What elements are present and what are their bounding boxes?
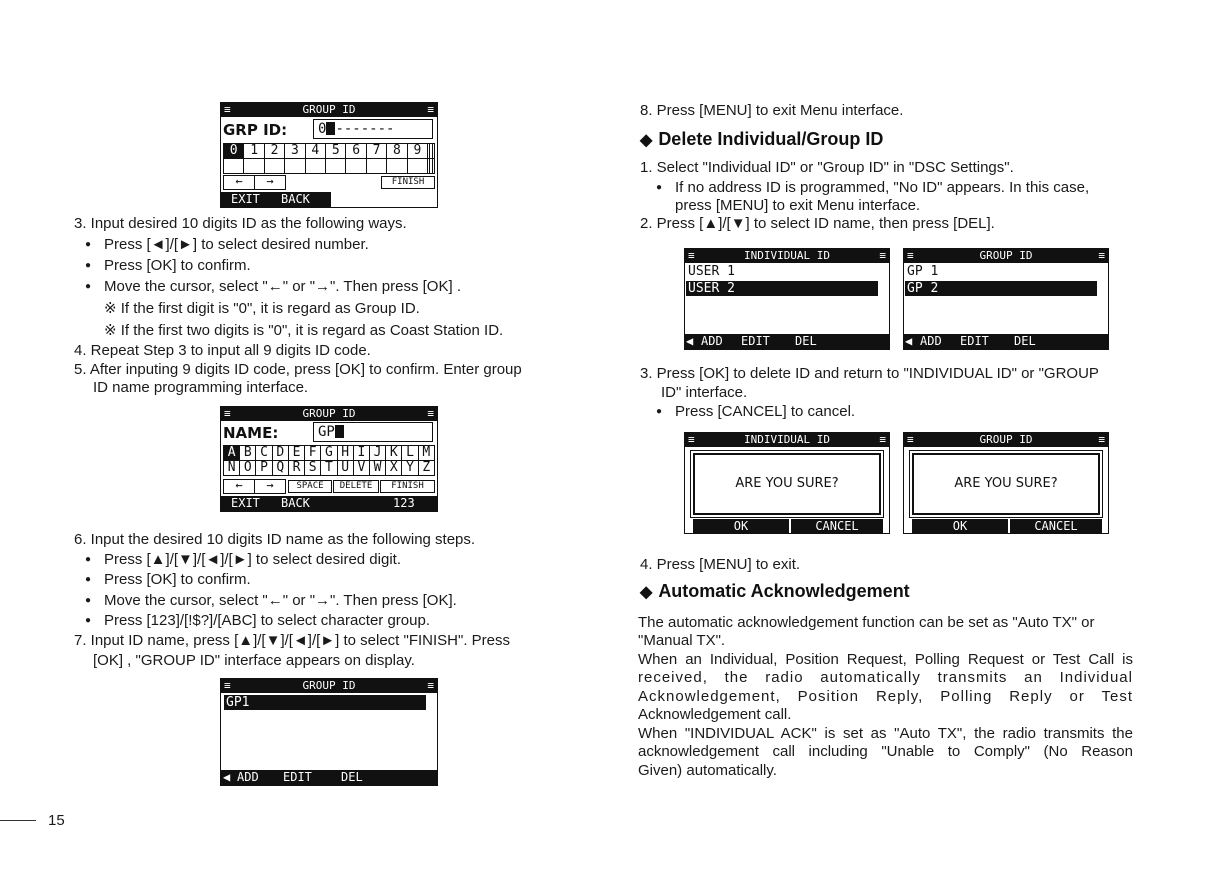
menu-icon: ≡ — [224, 407, 231, 420]
softkey-bar — [685, 519, 889, 533]
key-3[interactable]: 3 — [285, 144, 305, 159]
softkey-bar — [904, 519, 1108, 533]
diamond-icon: ◆ — [640, 132, 653, 149]
menu-icon: ≡ — [1098, 249, 1105, 262]
step-5: 5. After inputing 9 digits ID code, press [OK] to confirm. Enter group — [74, 361, 522, 378]
heading-text: Delete Individual/Group ID — [658, 129, 884, 149]
group-id-list-screen — [903, 248, 1109, 350]
list-item[interactable]: GP 2 — [905, 281, 1097, 296]
key-char[interactable]: U — [337, 461, 353, 476]
ok-softkey[interactable]: OK — [693, 519, 789, 533]
text-cursor — [335, 425, 344, 438]
screen-title-bar — [221, 679, 437, 693]
key-char[interactable]: M — [418, 446, 434, 461]
list-item[interactable]: USER 1 — [688, 264, 735, 279]
key-char[interactable]: L — [402, 446, 418, 461]
add-softkey[interactable]: ADD — [701, 334, 723, 348]
grp-name-entry-screen — [220, 406, 438, 512]
right-scroll-icon: ▶ — [1098, 334, 1106, 348]
key-char[interactable]: O — [240, 461, 256, 476]
add-softkey[interactable]: ADD — [237, 770, 259, 784]
bullet-item: ● Press [OK] to confirm. — [104, 256, 251, 275]
key-empty — [432, 144, 434, 159]
key-char[interactable]: Q — [272, 461, 288, 476]
ok-softkey[interactable]: OK — [912, 519, 1008, 533]
bullet-item: ● Press [◄]/[►] to select desired number. — [104, 235, 369, 254]
key-char[interactable]: I — [353, 446, 369, 461]
key-empty — [244, 159, 264, 174]
field-value: 0 — [318, 121, 327, 137]
paragraph-line: Given) automatically. — [638, 762, 777, 779]
finish-key[interactable]: FINISH — [380, 480, 435, 493]
confirm-dialog — [912, 453, 1100, 515]
softkey-bar — [685, 334, 889, 349]
list-item[interactable]: GP 1 — [907, 264, 939, 279]
key-char[interactable]: F — [305, 446, 321, 461]
screen-title: GROUP ID — [979, 433, 1033, 446]
del-softkey[interactable]: DEL — [341, 770, 363, 784]
key-char[interactable]: T — [321, 461, 337, 476]
key-char[interactable]: C — [256, 446, 272, 461]
field-label: GRP ID: — [223, 121, 288, 139]
step-4: 4. Repeat Step 3 to input all 9 digits ID code. — [74, 342, 371, 359]
screen-title: GROUP ID — [302, 407, 356, 420]
add-softkey[interactable]: ADD — [920, 334, 942, 348]
right-scroll-icon: ▶ — [879, 334, 887, 348]
key-8[interactable]: 8 — [387, 144, 407, 159]
key-9[interactable]: 9 — [407, 144, 427, 159]
delete-key[interactable]: DELETE — [333, 480, 379, 493]
field-label: NAME: — [223, 424, 279, 442]
key-char[interactable]: E — [288, 446, 304, 461]
edit-softkey[interactable]: EDIT — [741, 334, 770, 348]
menu-icon: ≡ — [224, 103, 231, 116]
field-dashes: ------- — [335, 121, 395, 137]
digit-keypad — [223, 143, 435, 174]
char-keypad — [223, 445, 435, 476]
delete-step-1: 1. Select "Individual ID" or "Group ID" in "DSC Settings". — [640, 159, 1014, 176]
diamond-icon: ◆ — [640, 584, 653, 601]
step-5-cont: ID name programming interface. — [93, 379, 309, 396]
menu-icon: ≡ — [224, 679, 231, 692]
key-char[interactable]: G — [321, 446, 337, 461]
paragraph-line: acknowledgement call including "Unable to Comply" (No Reason — [638, 743, 1133, 760]
edit-softkey[interactable]: EDIT — [283, 770, 312, 784]
key-empty — [305, 159, 325, 174]
menu-icon: ≡ — [427, 103, 434, 116]
key-empty — [326, 159, 346, 174]
left-arrow-key[interactable]: ← — [223, 479, 255, 494]
left-scroll-icon: ◀ — [223, 770, 231, 784]
key-char[interactable]: K — [386, 446, 402, 461]
confirm-message: ARE YOU SURE? — [954, 476, 1058, 491]
delete-step-2: 2. Press [▲]/[▼] to select ID name, then press [DEL]. — [640, 215, 995, 232]
list-item[interactable]: GP1 — [224, 695, 426, 710]
key-6[interactable]: 6 — [346, 144, 366, 159]
bullet-item: ● Press [CANCEL] to cancel. — [675, 402, 855, 421]
key-empty — [285, 159, 305, 174]
key-char[interactable]: H — [337, 446, 353, 461]
bullet-item: ● If no address ID is programmed, "No ID" appears. In this case, — [675, 178, 1089, 197]
left-scroll-icon: ◀ — [686, 334, 694, 348]
screen-title-bar — [221, 103, 437, 117]
paragraph-line: When an Individual, Position Request, Polling Request or Test Call is — [638, 651, 1133, 668]
heading-text: Automatic Acknowledgement — [658, 581, 910, 601]
screen-title: INDIVIDUAL ID — [743, 433, 831, 446]
confirm-delete-individual-screen — [684, 432, 890, 534]
right-scroll-icon: ▶ — [427, 770, 435, 784]
individual-id-list-screen — [684, 248, 890, 350]
step-7: 7. Input ID name, press [▲]/[▼]/[◄]/[►] to select "FINISH". Press — [74, 632, 510, 649]
key-empty — [346, 159, 366, 174]
screen-title-bar — [685, 433, 889, 447]
screen-title: GROUP ID — [302, 679, 356, 692]
step-7-cont: [OK] , "GROUP ID" interface appears on display. — [93, 652, 415, 669]
right-arrow-key[interactable]: → — [254, 175, 286, 190]
key-0[interactable]: 0 — [224, 144, 244, 159]
confirm-delete-group-screen — [903, 432, 1109, 534]
softkey-bar — [221, 770, 437, 785]
grp-id-entry-screen — [220, 102, 438, 208]
edit-softkey[interactable]: EDIT — [960, 334, 989, 348]
screen-title: INDIVIDUAL ID — [743, 249, 831, 262]
exit-softkey[interactable]: EXIT — [231, 496, 260, 510]
key-5[interactable]: 5 — [326, 144, 346, 159]
menu-icon: ≡ — [879, 249, 886, 262]
name-field[interactable] — [313, 422, 433, 442]
key-char[interactable]: Y — [402, 461, 418, 476]
key-char[interactable]: X — [386, 461, 402, 476]
list-item[interactable]: USER 2 — [686, 281, 878, 296]
menu-icon: ≡ — [688, 249, 695, 262]
paragraph-line: "Manual TX". — [638, 632, 726, 649]
cancel-softkey[interactable]: CANCEL — [1010, 519, 1102, 533]
page-number: 15 — [48, 812, 65, 829]
back-softkey[interactable]: BACK — [281, 496, 310, 510]
delete-step-3-cont: ID" interface. — [661, 384, 748, 401]
menu-icon: ≡ — [688, 433, 695, 446]
del-softkey[interactable]: DEL — [1014, 334, 1036, 348]
softkey-bar — [221, 496, 437, 511]
screen-title-bar — [904, 433, 1108, 447]
paragraph-line: received, the radio automatically transmits an Individual — [638, 669, 1133, 686]
section-heading-auto-ack — [640, 581, 910, 602]
key-2[interactable]: 2 — [264, 144, 284, 159]
cancel-softkey[interactable]: CANCEL — [791, 519, 883, 533]
space-key[interactable]: SPACE — [288, 480, 332, 493]
key-char[interactable]: N — [224, 461, 240, 476]
left-scroll-icon: ◀ — [905, 334, 913, 348]
key-char[interactable]: R — [288, 461, 304, 476]
menu-icon: ≡ — [427, 679, 434, 692]
key-empty — [387, 159, 407, 174]
key-char[interactable]: Z — [418, 461, 434, 476]
menu-icon: ≡ — [907, 433, 914, 446]
screen-title: GROUP ID — [979, 249, 1033, 262]
key-char[interactable]: V — [353, 461, 369, 476]
exit-softkey[interactable]: EXIT — [231, 192, 260, 206]
field-value: GP — [318, 424, 335, 440]
key-empty — [366, 159, 386, 174]
softkey-bar — [221, 192, 331, 207]
menu-icon: ≡ — [427, 407, 434, 420]
step-8: 8. Press [MENU] to exit Menu interface. — [640, 102, 904, 119]
section-heading-delete — [640, 129, 883, 150]
left-arrow-key[interactable]: ← — [223, 175, 255, 190]
softkey-bar — [904, 334, 1108, 349]
key-empty — [264, 159, 284, 174]
key-7[interactable]: 7 — [366, 144, 386, 159]
key-empty — [432, 159, 434, 174]
paragraph-line: When "INDIVIDUAL ACK" is set as "Auto TX", the radio transmits the — [638, 725, 1133, 742]
key-4[interactable]: 4 — [305, 144, 325, 159]
grp-id-field[interactable] — [313, 119, 433, 139]
key-empty — [407, 159, 427, 174]
screen-title-bar — [221, 407, 437, 421]
key-char[interactable]: W — [369, 461, 385, 476]
menu-icon: ≡ — [1098, 433, 1105, 446]
key-char[interactable]: S — [305, 461, 321, 476]
note-item: ※ If the first two digits is "0", it is regard as Coast Station ID. — [104, 322, 504, 339]
delete-step-4: 4. Press [MENU] to exit. — [640, 556, 801, 573]
key-empty — [224, 159, 244, 174]
bullet-item: ● Press [OK] to confirm. — [104, 570, 251, 589]
key-char[interactable]: A — [224, 446, 240, 461]
back-softkey[interactable]: BACK — [281, 192, 310, 206]
key-char[interactable]: J — [369, 446, 385, 461]
menu-icon: ≡ — [907, 249, 914, 262]
confirm-dialog — [693, 453, 881, 515]
step-3: 3. Input desired 10 digits ID as the following ways. — [74, 215, 407, 232]
bullet-item: ● Move the cursor, select "←" or "→". Then press [OK] . — [104, 277, 461, 296]
right-arrow-key[interactable]: → — [254, 479, 286, 494]
screen-title-bar — [904, 249, 1108, 263]
note-item: ※ If the first digit is "0", it is regard as Group ID. — [104, 300, 420, 317]
menu-icon: ≡ — [879, 433, 886, 446]
step-6: 6. Input the desired 10 digits ID name as the following steps. — [74, 531, 476, 548]
delete-step-3: 3. Press [OK] to delete ID and return to "INDIVIDUAL ID" or "GROUP — [640, 365, 1099, 382]
screen-title-bar — [685, 249, 889, 263]
paragraph-line: The automatic acknowledgement function can be set as "Auto TX" or — [638, 614, 1095, 631]
paragraph-line: Acknowledgement call. — [638, 706, 792, 723]
num-softkey[interactable]: 123 — [393, 496, 415, 510]
group-id-list-screen — [220, 678, 438, 786]
bullet-item: ● Press [▲]/[▼]/[◄]/[►] to select desired digit. — [104, 550, 401, 569]
key-1[interactable]: 1 — [244, 144, 264, 159]
finish-key[interactable]: FINISH — [381, 176, 435, 189]
key-char[interactable]: D — [272, 446, 288, 461]
bullet-item-cont: press [MENU] to exit Menu interface. — [675, 197, 921, 214]
bullet-item: ● Press [123]/[!$?]/[ABC] to select character group. — [104, 611, 430, 630]
page-number-rule — [0, 820, 36, 821]
paragraph-line: Acknowledgement, Position Reply, Polling Reply or Test — [638, 688, 1133, 705]
bullet-item: ● Move the cursor, select "←" or "→". Then press [OK]. — [104, 591, 457, 610]
del-softkey[interactable]: DEL — [795, 334, 817, 348]
key-char[interactable]: P — [256, 461, 272, 476]
screen-title: GROUP ID — [302, 103, 356, 116]
confirm-message: ARE YOU SURE? — [735, 476, 839, 491]
key-char[interactable]: B — [240, 446, 256, 461]
